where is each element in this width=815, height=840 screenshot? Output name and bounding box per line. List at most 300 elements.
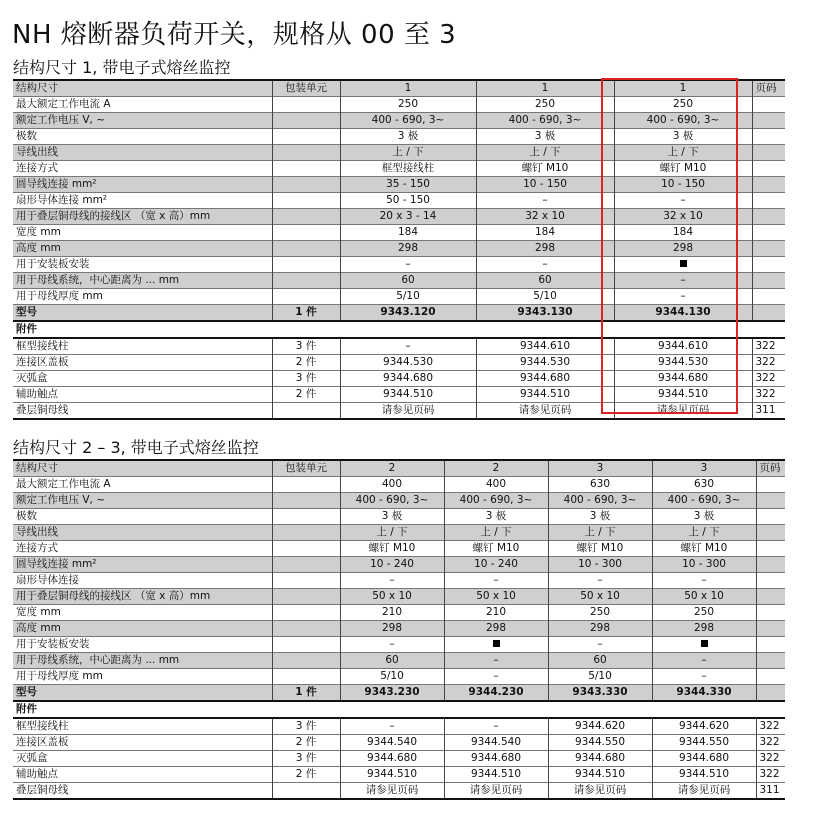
table-cell: 上 / 下 [340, 525, 444, 541]
table-cell [752, 305, 785, 322]
table-cell: 400 - 690, 3~ [548, 493, 652, 509]
table-cell: 用于母线厚度 mm [13, 669, 272, 685]
table-cell [752, 209, 785, 225]
table-cell: – [614, 193, 752, 209]
table-cell [756, 621, 785, 637]
table-row [13, 751, 785, 767]
table-row [13, 177, 785, 193]
table-cell [752, 241, 785, 257]
table-cell [752, 97, 785, 113]
filled-square-icon [493, 640, 500, 647]
table-cell: 9344.550 [548, 735, 652, 751]
table-cell: 2 件 [272, 767, 340, 783]
table-cell: 60 [340, 653, 444, 669]
table-cell: 极数 [13, 129, 272, 145]
table-cell: 3 极 [614, 129, 752, 145]
table-cell: 400 - 690, 3~ [614, 113, 752, 129]
table-cell: 上 / 下 [476, 145, 614, 161]
table-cell: 型号 [13, 305, 272, 322]
table-cell: 250 [614, 97, 752, 113]
table-cell [272, 225, 340, 241]
table-cell [272, 177, 340, 193]
table-cell: 250 [476, 97, 614, 113]
table-cell: 184 [340, 225, 476, 241]
table-row [13, 129, 785, 145]
table-cell: – [652, 669, 756, 685]
table-cell: – [340, 257, 476, 273]
table-cell [756, 493, 785, 509]
table-cell: 210 [444, 605, 548, 621]
table-cell [272, 145, 340, 161]
table-cell: 用于母线系统，中心距离为 ... mm [13, 653, 272, 669]
table-cell [756, 509, 785, 525]
table-row [13, 477, 785, 493]
table-cell: 298 [476, 241, 614, 257]
table-cell: 9343.230 [340, 685, 444, 702]
table-row [13, 637, 785, 653]
table-cell [272, 403, 340, 420]
table-row [13, 685, 785, 702]
table-cell: 请参见页码 [476, 403, 614, 420]
table-cell [272, 541, 340, 557]
table-cell [752, 113, 785, 129]
table-cell [272, 193, 340, 209]
accessories-header-row [13, 701, 785, 718]
table-cell: 扇形导体连接 [13, 573, 272, 589]
table-cell: 1 [340, 80, 476, 97]
table-row [13, 783, 785, 800]
table-cell: – [614, 289, 752, 305]
accessories-label: 附件 [13, 701, 785, 718]
table-cell: 250 [652, 605, 756, 621]
table-cell: 184 [476, 225, 614, 241]
table-cell [756, 477, 785, 493]
table-cell: 210 [340, 605, 444, 621]
table-row [13, 145, 785, 161]
table-cell: 9344.620 [548, 718, 652, 735]
table-cell: 最大额定工作电流 A [13, 97, 272, 113]
table-cell: 上 / 下 [340, 145, 476, 161]
table-cell: 结构尺寸 [13, 460, 272, 477]
table-cell [272, 241, 340, 257]
table-row [13, 541, 785, 557]
table-cell: 螺钉 M10 [476, 161, 614, 177]
table-cell: 3 极 [444, 509, 548, 525]
table-cell: 32 x 10 [476, 209, 614, 225]
table-cell: 极数 [13, 509, 272, 525]
table-cell: 400 [444, 477, 548, 493]
table-cell: – [548, 637, 652, 653]
table-row [13, 257, 785, 273]
table-cell [752, 177, 785, 193]
table-row [13, 403, 785, 420]
table-cell [756, 541, 785, 557]
table-cell: 322 [756, 735, 785, 751]
table-cell: 184 [614, 225, 752, 241]
table-cell: 9344.680 [444, 751, 548, 767]
table-cell: 9344.610 [476, 338, 614, 355]
table-cell: 9344.680 [340, 751, 444, 767]
table-cell [752, 161, 785, 177]
table-cell: 311 [752, 403, 785, 420]
table-cell: 3 件 [272, 338, 340, 355]
table-cell [756, 653, 785, 669]
table-cell: 5/10 [340, 289, 476, 305]
table-cell [752, 225, 785, 241]
table-row [13, 509, 785, 525]
table-row [13, 113, 785, 129]
table-cell [752, 193, 785, 209]
table-cell: 请参见页码 [614, 403, 752, 420]
table-cell: 630 [548, 477, 652, 493]
table-cell: 3 极 [476, 129, 614, 145]
table-cell [756, 589, 785, 605]
table-cell [752, 273, 785, 289]
filled-square-icon [680, 260, 687, 267]
table-cell: 10 - 240 [444, 557, 548, 573]
table-cell: – [614, 273, 752, 289]
accessories-header-row [13, 321, 785, 338]
table-row [13, 225, 785, 241]
table-cell: 322 [756, 767, 785, 783]
table-cell: 上 / 下 [548, 525, 652, 541]
table-cell: 3 [548, 460, 652, 477]
table-cell: 叠层铜母线 [13, 783, 272, 800]
table-cell: 辅助触点 [13, 767, 272, 783]
table-cell: 10 - 300 [548, 557, 652, 573]
table-cell: 322 [752, 387, 785, 403]
table-cell [756, 557, 785, 573]
filled-square-icon [701, 640, 708, 647]
table-cell: 9344.530 [614, 355, 752, 371]
table-cell: 60 [476, 273, 614, 289]
table-cell: 400 - 690, 3~ [652, 493, 756, 509]
table-cell: 3 [652, 460, 756, 477]
table-cell: 60 [340, 273, 476, 289]
table-cell: 9344.610 [614, 338, 752, 355]
table-cell: 用于叠层铜母线的接线区 （宽 x 高）mm [13, 209, 272, 225]
table-cell: 322 [756, 751, 785, 767]
table-cell: 用于母线厚度 mm [13, 289, 272, 305]
table-cell: 请参见页码 [340, 783, 444, 800]
table-row [13, 589, 785, 605]
table-cell [756, 685, 785, 702]
table-cell: 400 - 690, 3~ [444, 493, 548, 509]
table-cell: 连接方式 [13, 541, 272, 557]
table-cell: 9343.130 [476, 305, 614, 322]
table-row [13, 97, 785, 113]
table-cell: 灭弧盒 [13, 751, 272, 767]
table-cell: 螺钉 M10 [652, 541, 756, 557]
table-cell [444, 637, 548, 653]
table-cell: 1 [476, 80, 614, 97]
table-cell: 3 极 [340, 509, 444, 525]
table-cell: 9343.330 [548, 685, 652, 702]
table-cell: 9344.330 [652, 685, 756, 702]
table-row [13, 161, 785, 177]
table-cell: – [340, 338, 476, 355]
table-cell: 400 - 690, 3~ [340, 493, 444, 509]
table-cell: 311 [756, 783, 785, 800]
table-cell: 螺钉 M10 [548, 541, 652, 557]
table-row [13, 621, 785, 637]
table-cell: 20 x 3 - 14 [340, 209, 476, 225]
table-cell: 9344.680 [548, 751, 652, 767]
table-cell: – [340, 718, 444, 735]
table-cell [652, 637, 756, 653]
table-cell: 9344.540 [340, 735, 444, 751]
table-cell: 322 [752, 371, 785, 387]
table-cell: 扇形导体连接 mm² [13, 193, 272, 209]
table-cell: 额定工作电压 V, ~ [13, 493, 272, 509]
table-cell: 60 [548, 653, 652, 669]
table-cell [272, 669, 340, 685]
table-cell: 用于母线系统，中心距离为 ... mm [13, 273, 272, 289]
table-cell [614, 257, 752, 273]
table-cell [272, 493, 340, 509]
table-cell: 上 / 下 [652, 525, 756, 541]
table-cell: 322 [752, 355, 785, 371]
table-row [13, 605, 785, 621]
table-cell: 9344.540 [444, 735, 548, 751]
table-cell: 3 件 [272, 718, 340, 735]
accessories-label: 附件 [13, 321, 785, 338]
table-cell: 用于安装板安装 [13, 257, 272, 273]
table-cell: 辅助触点 [13, 387, 272, 403]
table-cell: – [444, 669, 548, 685]
table-cell [272, 161, 340, 177]
table-cell: 9344.680 [614, 371, 752, 387]
table-cell [272, 783, 340, 800]
table-cell: 宽度 mm [13, 225, 272, 241]
table-cell: 2 件 [272, 355, 340, 371]
table-cell [272, 605, 340, 621]
table-cell: 框型接线柱 [13, 718, 272, 735]
table-cell: 连接方式 [13, 161, 272, 177]
table-cell: 10 - 150 [476, 177, 614, 193]
section1-heading: 结构尺寸 1, 带电子式熔丝监控 [13, 58, 231, 77]
table-row [13, 273, 785, 289]
table-cell [752, 257, 785, 273]
table-cell: 9344.510 [476, 387, 614, 403]
table-cell [272, 653, 340, 669]
table-cell: 298 [614, 241, 752, 257]
table-row [13, 718, 785, 735]
table-cell: 9344.550 [652, 735, 756, 751]
table-row [13, 80, 785, 97]
table-row [13, 305, 785, 322]
table-cell: 9344.510 [614, 387, 752, 403]
table-cell: 400 [340, 477, 444, 493]
table-cell: 10 - 300 [652, 557, 756, 573]
table-row [13, 493, 785, 509]
table-cell: 导线出线 [13, 525, 272, 541]
table-cell [272, 573, 340, 589]
table-cell: 298 [548, 621, 652, 637]
table-cell [752, 129, 785, 145]
page-title: NH 熔断器负荷开关，规格从 00 至 3 [12, 20, 457, 50]
table-cell [272, 637, 340, 653]
table-cell: 2 件 [272, 735, 340, 751]
table-cell: 322 [756, 718, 785, 735]
table-cell: 298 [340, 241, 476, 257]
table-cell: 用于叠层铜母线的接线区 （宽 x 高）mm [13, 589, 272, 605]
table-cell [756, 637, 785, 653]
table-cell: – [652, 573, 756, 589]
table-cell: 请参见页码 [340, 403, 476, 420]
table-cell: 298 [340, 621, 444, 637]
table-cell: – [340, 637, 444, 653]
table-cell: – [444, 653, 548, 669]
table-cell: 导线出线 [13, 145, 272, 161]
table-cell: 9344.510 [548, 767, 652, 783]
table-row [13, 525, 785, 541]
spec-table-size-2-3 [13, 459, 785, 800]
table-cell: 9344.680 [340, 371, 476, 387]
table-cell: 5/10 [548, 669, 652, 685]
table-cell: 9344.530 [340, 355, 476, 371]
table-cell: 9344.680 [476, 371, 614, 387]
table-row [13, 371, 785, 387]
table-cell: 请参见页码 [652, 783, 756, 800]
table-cell: 250 [340, 97, 476, 113]
table-cell: 灭弧盒 [13, 371, 272, 387]
table-cell: 9344.510 [444, 767, 548, 783]
table-cell: 叠层铜母线 [13, 403, 272, 420]
table-cell: 630 [652, 477, 756, 493]
table-cell: 9344.230 [444, 685, 548, 702]
spec-table-size-1 [13, 79, 785, 420]
table-cell: 上 / 下 [444, 525, 548, 541]
table-cell: 螺钉 M10 [614, 161, 752, 177]
table-cell: – [652, 653, 756, 669]
table-cell: 9344.530 [476, 355, 614, 371]
table-cell: 5/10 [340, 669, 444, 685]
table-cell: 9344.680 [652, 751, 756, 767]
table-cell: 322 [752, 338, 785, 355]
table-cell [272, 257, 340, 273]
table-cell: 2 件 [272, 387, 340, 403]
table-cell: 框型接线柱 [13, 338, 272, 355]
table-cell [756, 605, 785, 621]
table-cell: 10 - 150 [614, 177, 752, 193]
table-cell [272, 97, 340, 113]
table-cell [272, 477, 340, 493]
table-cell: 包装单元 [272, 80, 340, 97]
table-row [13, 735, 785, 751]
table-cell: 9344.510 [340, 767, 444, 783]
table-cell [272, 509, 340, 525]
table-cell: 3 件 [272, 751, 340, 767]
section2-heading: 结构尺寸 2 – 3, 带电子式熔丝监控 [13, 438, 259, 457]
table-cell: 5/10 [476, 289, 614, 305]
table-cell: 3 极 [340, 129, 476, 145]
table-row [13, 653, 785, 669]
table-cell: 圆导线连接 mm² [13, 177, 272, 193]
table-row [13, 573, 785, 589]
table-cell: 页码 [752, 80, 785, 97]
table-cell: 页码 [756, 460, 785, 477]
table-cell [272, 273, 340, 289]
table-cell: 50 x 10 [444, 589, 548, 605]
table-cell: 请参见页码 [444, 783, 548, 800]
table-cell: 9344.620 [652, 718, 756, 735]
table-row [13, 338, 785, 355]
table-cell: 连接区盖板 [13, 735, 272, 751]
table-row [13, 289, 785, 305]
table-cell: 3 件 [272, 371, 340, 387]
table-cell [756, 669, 785, 685]
table-cell: 250 [548, 605, 652, 621]
table-cell [752, 145, 785, 161]
table-cell: 圆导线连接 mm² [13, 557, 272, 573]
table-row [13, 209, 785, 225]
table-cell: 32 x 10 [614, 209, 752, 225]
table-cell [272, 525, 340, 541]
table-cell: 9343.120 [340, 305, 476, 322]
table-row [13, 355, 785, 371]
table-cell: 螺钉 M10 [340, 541, 444, 557]
table-cell: 50 x 10 [652, 589, 756, 605]
table-cell [756, 525, 785, 541]
table-cell [272, 621, 340, 637]
table-cell: 400 - 690, 3~ [476, 113, 614, 129]
table-cell [272, 129, 340, 145]
table-row [13, 669, 785, 685]
table-cell: 298 [652, 621, 756, 637]
table-cell: 螺钉 M10 [444, 541, 548, 557]
table-cell: 1 件 [272, 305, 340, 322]
table-cell [272, 557, 340, 573]
table-cell: 50 x 10 [340, 589, 444, 605]
table-cell: 3 极 [652, 509, 756, 525]
table-cell [272, 289, 340, 305]
table-cell: 9344.130 [614, 305, 752, 322]
table-cell [272, 589, 340, 605]
table-cell: 最大额定工作电流 A [13, 477, 272, 493]
table-cell: – [444, 718, 548, 735]
table-cell: 9344.510 [652, 767, 756, 783]
table-cell: – [340, 573, 444, 589]
table-cell: 高度 mm [13, 621, 272, 637]
table-cell: 请参见页码 [548, 783, 652, 800]
table-row [13, 387, 785, 403]
table-cell: 10 - 240 [340, 557, 444, 573]
table-cell [272, 113, 340, 129]
table-cell: 1 件 [272, 685, 340, 702]
table-cell: 298 [444, 621, 548, 637]
table-cell: 400 - 690, 3~ [340, 113, 476, 129]
table-cell: 35 - 150 [340, 177, 476, 193]
table-cell: 结构尺寸 [13, 80, 272, 97]
table-cell: 框型接线柱 [340, 161, 476, 177]
table-cell: 50 - 150 [340, 193, 476, 209]
table-row [13, 557, 785, 573]
table-cell [752, 289, 785, 305]
table-cell: 宽度 mm [13, 605, 272, 621]
table-cell: 高度 mm [13, 241, 272, 257]
table-row [13, 241, 785, 257]
table-cell: 50 x 10 [548, 589, 652, 605]
table-cell [272, 209, 340, 225]
table-cell: – [444, 573, 548, 589]
table-cell: 2 [444, 460, 548, 477]
table-cell: 上 / 下 [614, 145, 752, 161]
table-row [13, 193, 785, 209]
table-cell: 连接区盖板 [13, 355, 272, 371]
table-cell: 额定工作电压 V, ~ [13, 113, 272, 129]
table-row [13, 460, 785, 477]
